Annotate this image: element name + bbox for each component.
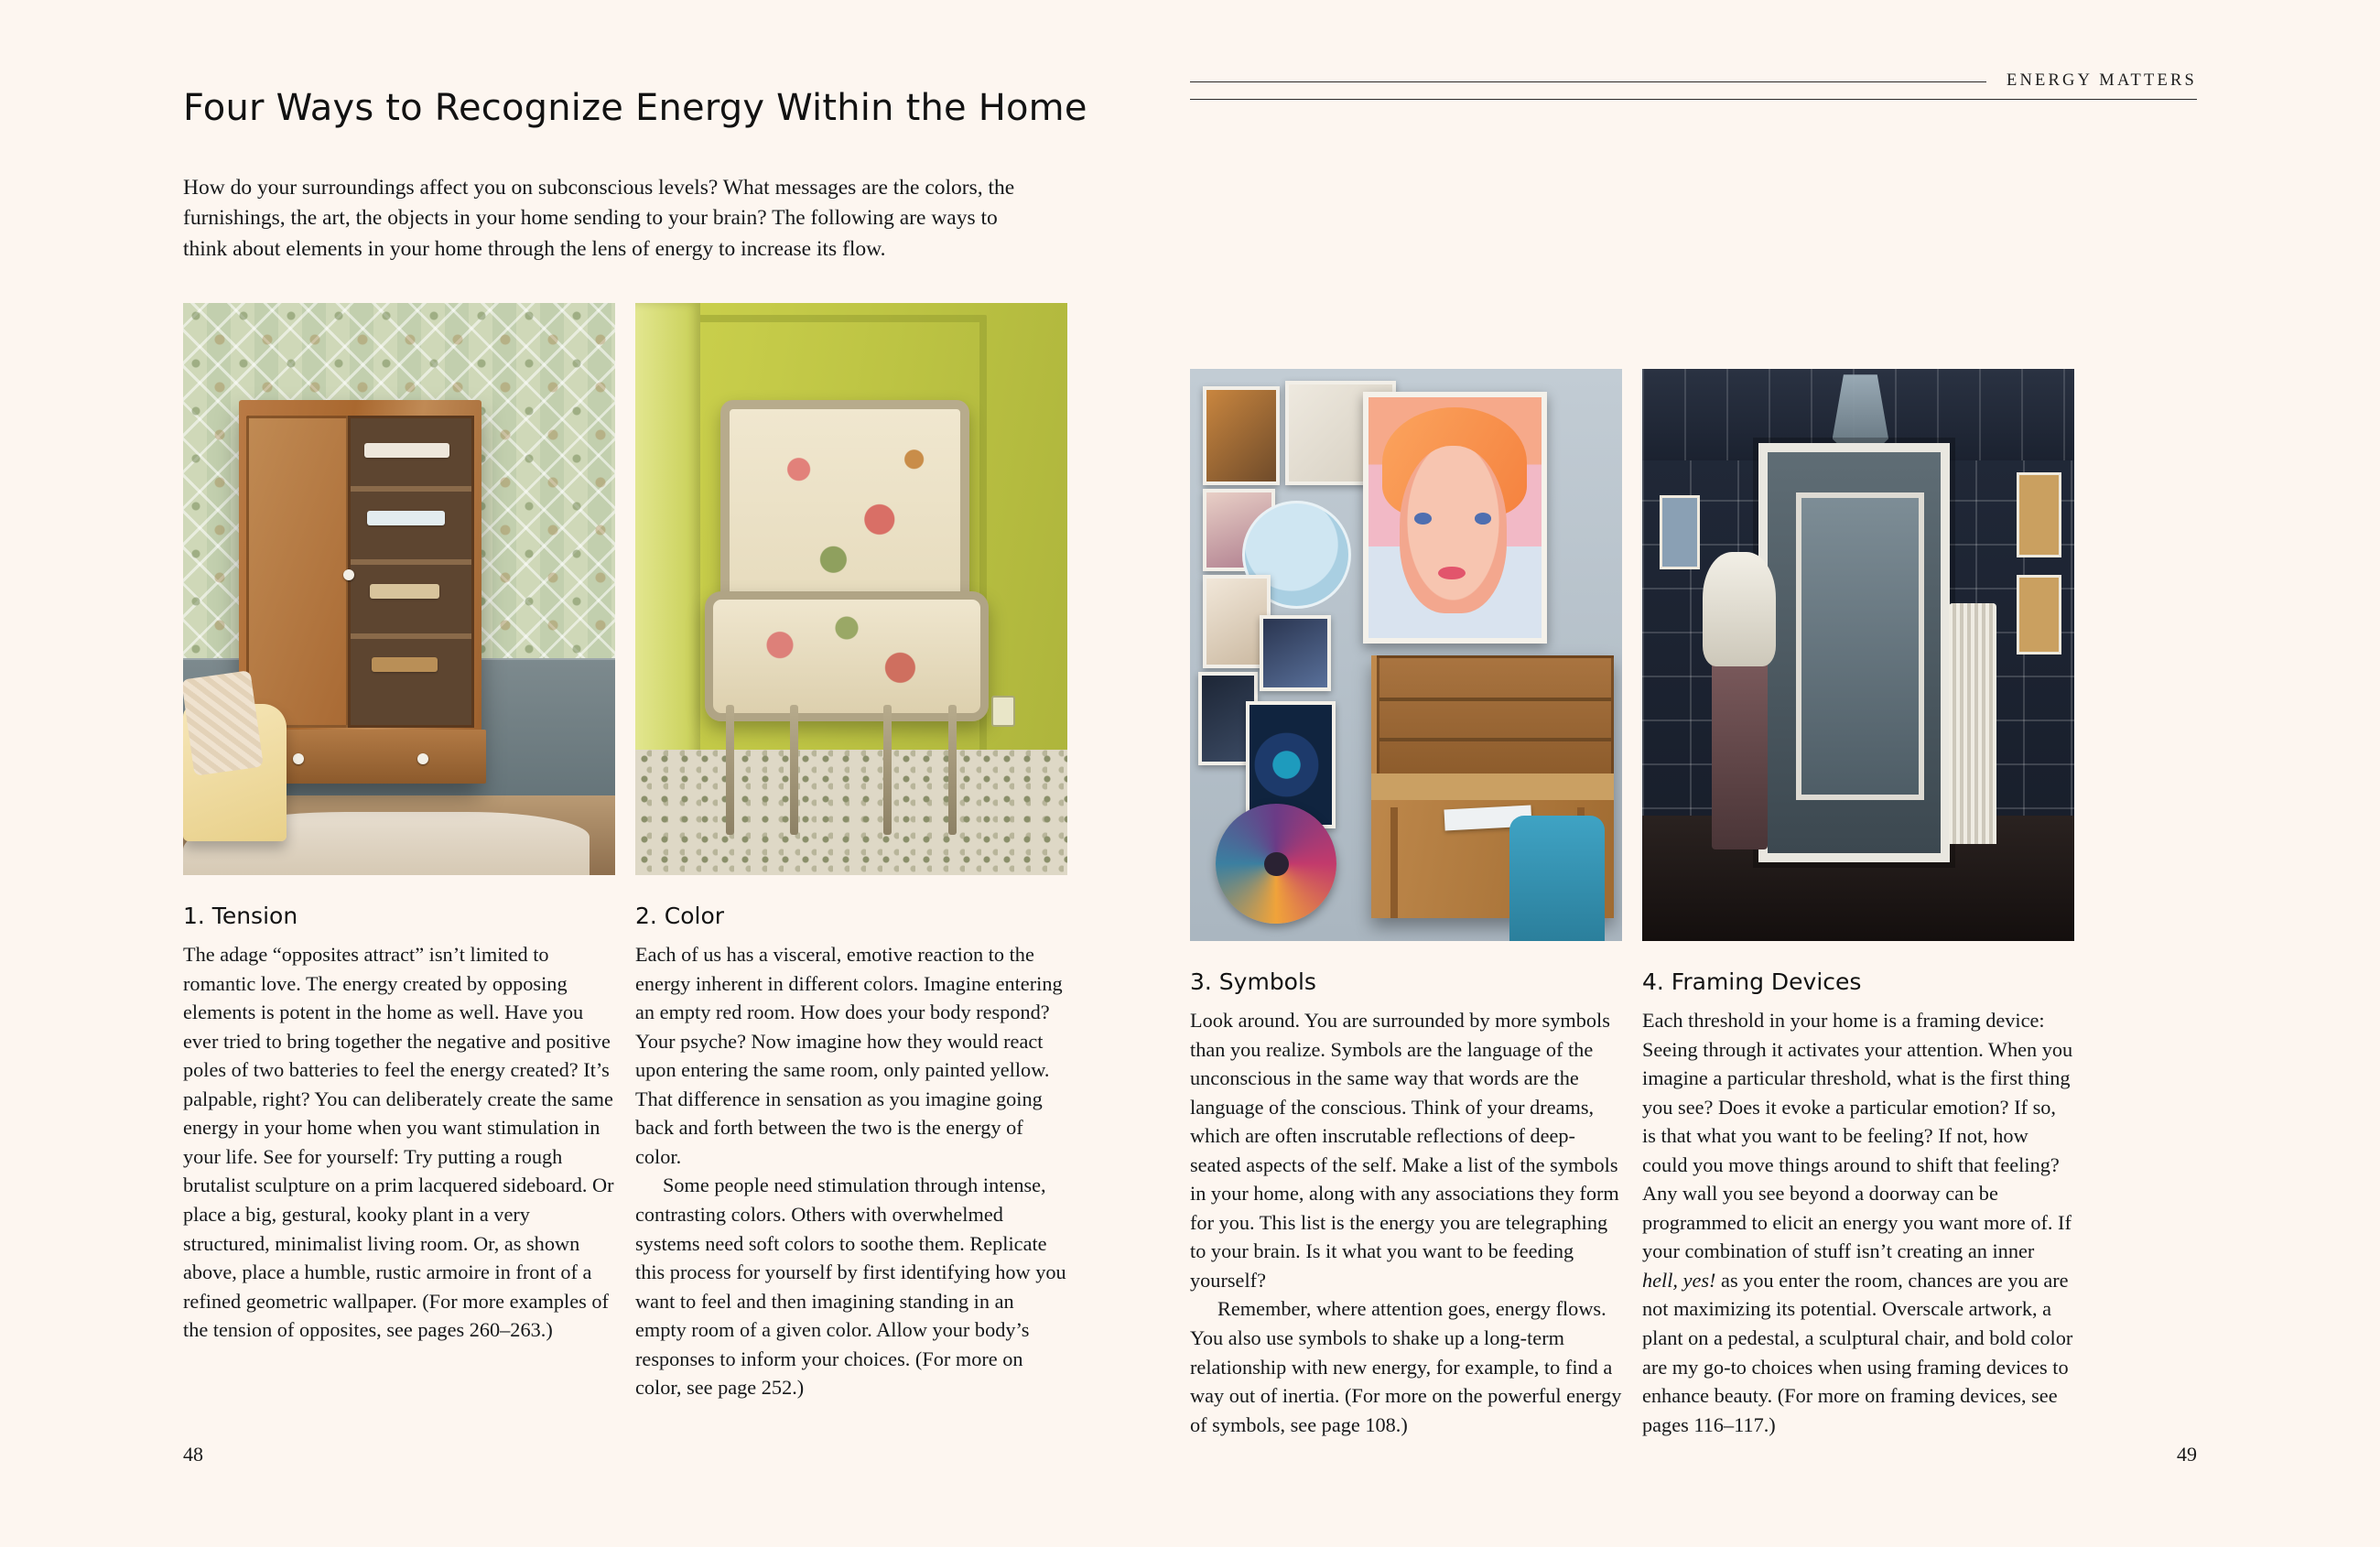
chair-seat: [705, 591, 990, 721]
page-title: Four Ways to Recognize Energy Within the Home: [183, 87, 1087, 129]
framed-art: [1260, 615, 1332, 691]
wall-outlet: [991, 696, 1015, 727]
figure-body: [1190, 1006, 1622, 1439]
decorative-plate: [1216, 804, 1336, 924]
pedestal: [1712, 655, 1768, 850]
photo-dark-striped-hallway: [1642, 369, 2074, 941]
running-head-underline: [1190, 99, 2197, 100]
figure-paragraph: Each of us has a visceral, emotive reaction to the energy inherent in different colors. Imagine entering an empty red room. How does your body respond? Your psyche? Now imagine how they would react upon entering the same room, only painted yellow. That difference in sensation as you imagine going back and forth between the two is the energy of color.: [635, 943, 1063, 1168]
framed-art: [2017, 472, 2061, 558]
running-head-label: ENERGY MATTERS: [2006, 71, 2197, 90]
page-number-right: 49: [2177, 1443, 2197, 1466]
armoire-open-interior: [348, 416, 474, 728]
figure-symbols: [1190, 369, 1622, 1439]
figure-body: [635, 940, 1067, 1402]
fluted-column: [1949, 603, 1996, 844]
teal-chair: [1509, 816, 1605, 942]
figure-paragraph: Each threshold in your home is a framing device: Seeing through it activates your attention. When you imagine a particular threshold, what is the first thing you see? Does it evoke a particular emotion? If so, is that what you want to be feeling? If not, how could you move things around to shift that feeling? Any wall you see beyond a doorway can be programmed to elicit an energy you want more of. If your combination of stuff isn’t creating an inner hell, yes! as you enter the room, chances are you are not maximizing its potential. Overscale artwork, a plant on a pedestal, a sculptural chair, and bold color are my go-to choices when using framing devices to enhance beauty. (For more on framing devices, see pages 116–117.): [1642, 1009, 2073, 1436]
figure-paragraph: Remember, where attention goes, energy flows. You also use symbols to shake up a long-term relationship with new energy, for example, to find a way out of inertia. (For more on the powerful energy of symbols, see page 108.): [1190, 1297, 1622, 1436]
photo-armoire-wallpaper: [183, 303, 615, 875]
framed-art: [2017, 575, 2061, 654]
urn-on-pedestal: [1703, 552, 1776, 666]
doorway-threshold: [1758, 443, 1950, 862]
door-frame: [635, 303, 700, 784]
floral-armchair: [705, 400, 973, 835]
desk-hutch: [1377, 655, 1615, 782]
right-figure-grid: [1190, 369, 2197, 1439]
figure-color: [635, 303, 1067, 1402]
figure-framing-devices: [1642, 369, 2074, 1439]
figure-heading: 4. Framing Devices: [1642, 968, 1862, 995]
far-room-view: [1796, 492, 1924, 800]
chair-back-cushion: [720, 400, 969, 619]
running-head-rule: [1190, 81, 1986, 82]
portrait-lips: [1438, 567, 1466, 580]
framed-art: [1660, 495, 1700, 569]
figure-paragraph: The adage “opposites attract” isn’t limited to romantic love. The energy created by opposing elements is potent in the home as well. Have you ever tried to bring together the negative and positive poles of two batteries to feel the energy created? It’s palpable, right? You can deliberately create the same energy in your home when you want stimulation in your life. See for yourself: Try putting a rough brutalist sculpture on a prim lacquered sideboard. Or place a big, gestural, kooky plant in a very structured, minimalist living room. Or, as shown above, place a humble, rustic armoire in front of a refined geometric wallpaper. (For more examples of the tension of opposites, see pages 260–263.): [183, 943, 614, 1342]
pop-art-portrait: [1363, 392, 1547, 644]
portrait-face: [1400, 446, 1507, 614]
figure-body: [183, 940, 615, 1345]
figure-tension: [183, 303, 615, 1402]
figure-body: [1642, 1006, 2074, 1439]
intro-paragraph: How do your surroundings affect you on subconscious levels? What messages are the colors, the furnishings, the art, the objects in your home sending to your brain? The following are ways to think about elements in your home through the lens of energy to increase its flow.: [183, 176, 1015, 261]
page-number-left: 48: [183, 1443, 203, 1466]
desk-surface: [1371, 774, 1613, 800]
figure-paragraph: Look around. You are surrounded by more symbols than you realize. Symbols are the language of the unconscious in the same way that words are the language of the conscious. Think of your dreams, which are often inscrutable reflections of deep-seated aspects of the self. Make a list of the symbols in your home, along with any associations they form for you. This list is the energy you are telegraphing to your brain. Is it what you want to be feeding yourself?: [1190, 1009, 1619, 1292]
figure-heading: 3. Symbols: [1190, 968, 1316, 995]
photo-gallery-wall-desk: [1190, 369, 1622, 941]
running-head: [1190, 71, 2197, 91]
armoire-closed-door: [246, 416, 349, 728]
figure-heading: 1. Tension: [183, 903, 298, 930]
figure-heading: 2. Color: [635, 903, 725, 930]
right-page: [1190, 0, 2380, 1547]
striped-pillow: [183, 671, 263, 777]
figure-paragraph: Some people need stimulation through intense, contrasting colors. Others with overwhelmed systems need soft colors to soothe them. Replicate this process for yourself by first identifying how you want to feel and then imagining standing in an empty room of a given color. Allow your body’s responses to inform your choices. (For more on color, see page 252.): [635, 1174, 1066, 1400]
framed-art: [1203, 386, 1280, 485]
photo-floral-chair-yellow-wall: [635, 303, 1067, 875]
left-figure-grid: [183, 303, 1190, 1402]
